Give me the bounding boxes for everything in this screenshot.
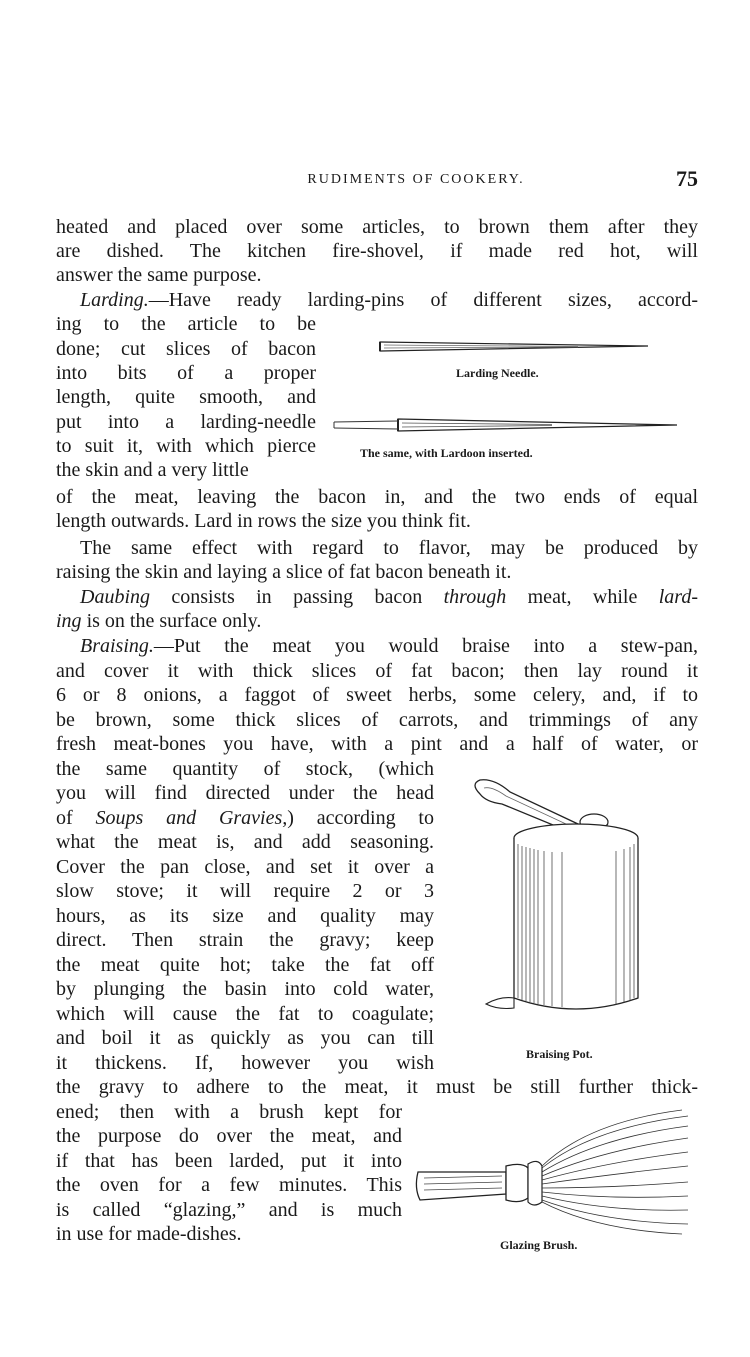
text-line: of the meat, leaving the bacon in, and the two ends of equal: [56, 486, 698, 508]
text-line: in use for made-dishes.: [56, 1223, 242, 1245]
text-line: Cover the pan close, and set it over a: [56, 856, 434, 878]
text-line: answer the same purpose.: [56, 264, 262, 286]
braising-lead: —Put the meat you would braise into a stew-pan,: [153, 635, 698, 657]
text-line: to suit it, with which pierce: [56, 435, 316, 457]
text-line: you will find directed under the head: [56, 782, 434, 804]
larding-first-line: [80, 288, 698, 312]
text-line: into bits of a proper: [56, 362, 316, 384]
braising-first-line: [80, 634, 698, 658]
text-line: put into a larding-needle: [56, 411, 316, 433]
daubing-line: [80, 585, 698, 609]
text-line: be brown, some thick slices of carrots, and trimmings of any: [56, 709, 698, 731]
text-line: are dished. The kitchen fire-shovel, if made red hot, will: [56, 240, 698, 262]
larding-needle-caption: Larding Needle.: [456, 366, 539, 380]
text-line: is called “glazing,” and is much: [56, 1199, 402, 1221]
glazing-brush-caption: Glazing Brush.: [500, 1238, 578, 1252]
text-line: the same quantity of stock, (which: [56, 758, 434, 780]
text-line: length, quite smooth, and: [56, 386, 316, 408]
soups-gravies-ref: Soups and Gravies,: [95, 807, 288, 829]
lardoon-caption: The same, with Lardoon inserted.: [360, 446, 533, 460]
braising-heading: Braising.: [80, 635, 154, 657]
text-line: what the meat is, and add seasoning.: [56, 831, 434, 853]
text-line: direct. Then strain the gravy; keep: [56, 929, 434, 951]
text-line: the meat quite hot; take the fat off: [56, 954, 434, 976]
text-line: ing to the article to be: [56, 313, 316, 335]
daubing-text: meat, while: [506, 586, 659, 608]
daubing-text: is on the surface only.: [81, 610, 262, 632]
text-line: and cover it with thick slices of fat bacon; then lay round it: [56, 660, 698, 682]
daubing-line-2: [56, 609, 261, 633]
running-head: RUDIMENTS OF COOKERY.: [307, 172, 525, 187]
larding-emphasis: lard-: [658, 586, 698, 608]
larding-emphasis: ing: [56, 610, 82, 632]
text-line: raising the skin and laying a slice of fat bacon beneath it.: [56, 561, 512, 583]
text-line: 6 or 8 onions, a faggot of sweet herbs, some celery, and, if to: [56, 684, 698, 706]
text-line: by plunging the basin into cold water,: [56, 978, 434, 1000]
braising-pot-illustration: [466, 776, 686, 1036]
text-line: the oven for a few minutes. This: [56, 1174, 402, 1196]
text-line: and boil it as quickly as you can till: [56, 1027, 434, 1049]
lardoon-needle-illustration: [332, 414, 682, 436]
daubing-term: Daubing: [80, 586, 150, 608]
page-number: 75: [676, 166, 698, 191]
text-fragment: ) according to: [287, 807, 434, 829]
text-line: done; cut slices of bacon: [56, 338, 316, 360]
text-line: the skin and a very little: [56, 459, 249, 481]
text-line: which will cause the fat to coagulate;: [56, 1003, 434, 1025]
text-line: if that has been larded, put it into: [56, 1150, 402, 1172]
text-line: heated and placed over some articles, to brown them after they: [56, 216, 698, 238]
glazing-brush-illustration: [412, 1108, 694, 1236]
text-line: it thickens. If, however you wish: [56, 1052, 434, 1074]
larding-needle-illustration: [378, 336, 653, 356]
text-line: length outwards. Lard in rows the size you think fit.: [56, 510, 471, 532]
text-line: the purpose do over the meat, and: [56, 1125, 402, 1147]
larding-heading: Larding.: [80, 289, 149, 311]
daubing-text: consists in passing bacon: [150, 586, 444, 608]
text-fragment: of: [56, 807, 96, 829]
soups-ref-line: [56, 806, 434, 830]
text-line: slow stove; it will require 2 or 3: [56, 880, 434, 902]
text-line: hours, as its size and quality may: [56, 905, 434, 927]
text-line: fresh meat-bones you have, with a pint and a half of water, or: [56, 733, 698, 755]
larding-lead: —Have ready larding-pins of different sizes, accord-: [148, 289, 698, 311]
braising-pot-caption: Braising Pot.: [526, 1047, 593, 1061]
text-line: the gravy to adhere to the meat, it must be still further thick-: [56, 1076, 698, 1098]
through-emphasis: through: [443, 586, 507, 608]
text-line: The same effect with regard to flavor, may be produced by: [80, 537, 698, 559]
text-line: ened; then with a brush kept for: [56, 1101, 402, 1123]
page-header: [56, 166, 698, 196]
